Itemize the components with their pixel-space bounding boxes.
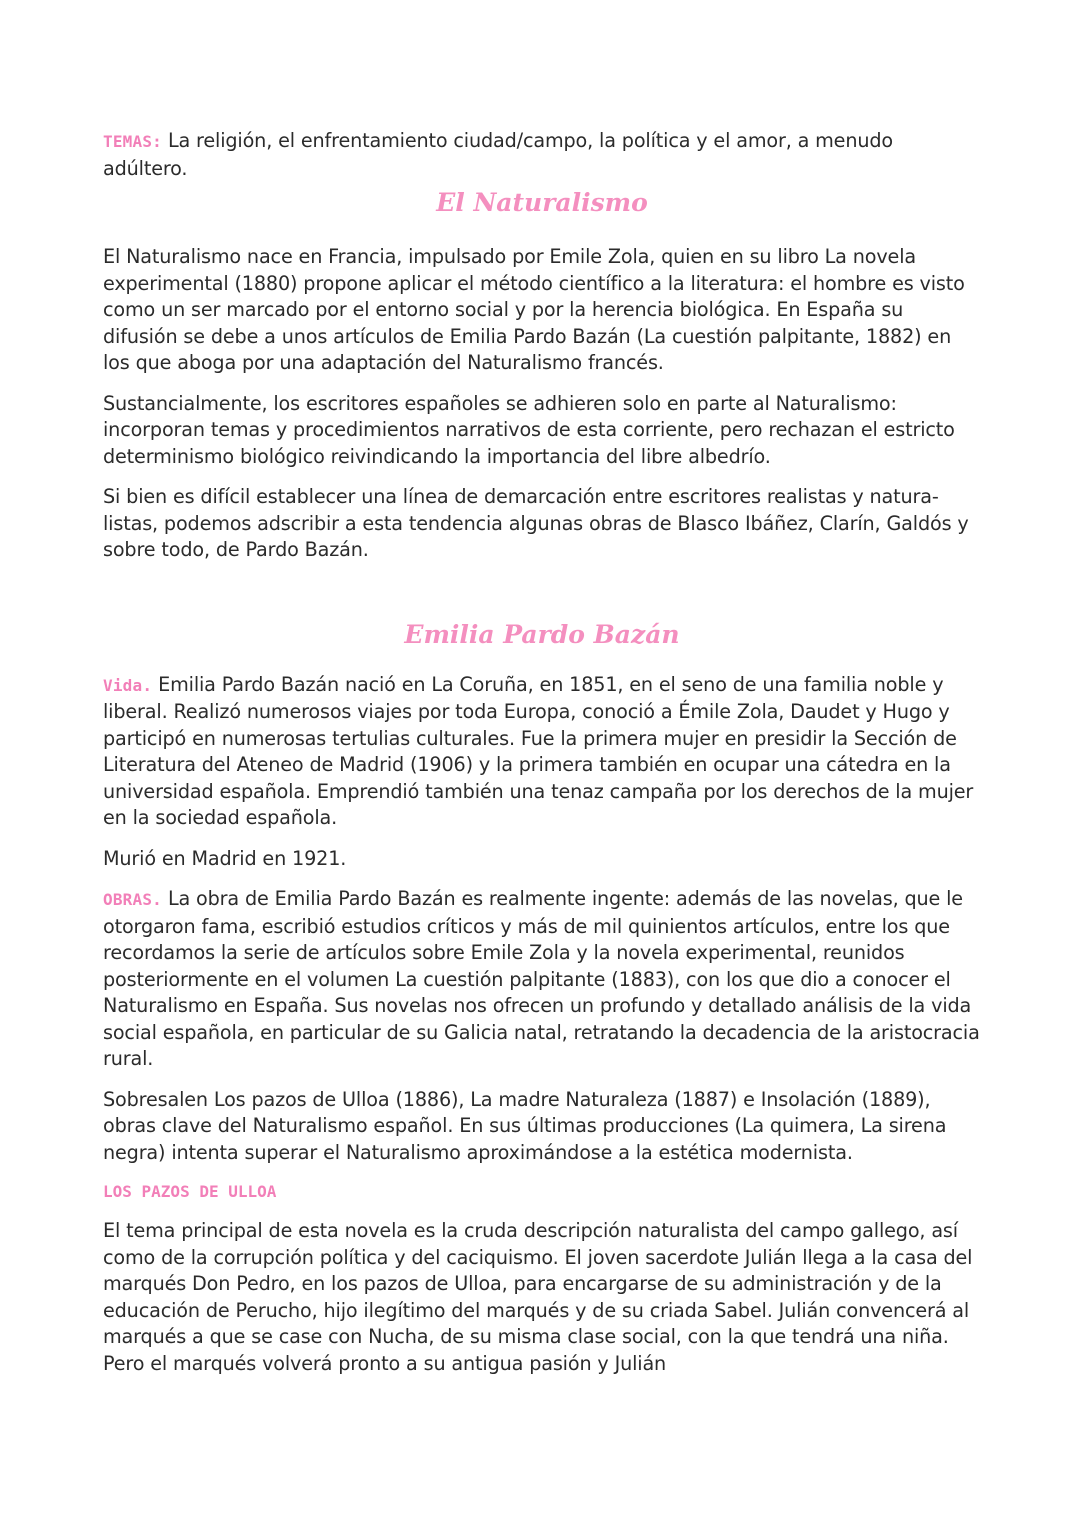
vida-label: Vida. — [103, 675, 153, 695]
sobresalen-paragraph: Sobresalen Los pazos de Ulloa (1886), La madre Naturaleza (1887) e Insolación (1889), obras clave del Naturalismo español. En sus últimas producciones (La quimera, La sirena negra) intenta superar el Naturalismo aproximándose a la estética modernista. — [103, 1087, 947, 1164]
naturalismo-paragraph-2: Sustancialmente, los escritores españoles se adhieren solo en parte al Naturalismo: incorporan temas y procedimientos narrativos de esta corriente, pero rechazan el estricto determinismo biológico reivindicando la importancia del libre albedrío. — [103, 391, 955, 468]
temas-text: La religión, el enfrentamiento ciudad/campo, la política y el amor, a menudo adúltero. — [103, 129, 893, 180]
naturalismo-paragraph-3: Si bien es difícil establecer una línea de demarcación entre escritores realistas y natura-listas, podemos adscribir a esta tendencia algunas obras de Blasco Ibáñez, Clarín, Galdós y sobre todo, de Pardo Bazán. — [103, 485, 969, 561]
emilia-title: Emilia Pardo Bazán — [404, 619, 680, 649]
vida-paragraph — [103, 672, 981, 832]
vida-text: Emilia Pardo Bazán nació en La Coruña, en 1851, en el seno de una familia noble y liberal. Realizó numerosos viajes por toda Europa, conoció a Émile Zola, Daudet y Hugo y participó en numerosas tertulias culturales. Fue la primera mujer en presidir la Sección de Literatura del Ateneo de Madrid (1906) y la primera también en ocupar una cátedra en la universidad española. Emprendió también una tenaz campaña por los derechos de la mujer en la sociedad española. — [103, 672, 974, 829]
obras-paragraph — [103, 886, 981, 1073]
naturalismo-title: El Naturalismo — [436, 188, 648, 217]
obras-label: OBRAS. — [103, 890, 162, 909]
pazos-subheading: LOS PAZOS DE ULLOA — [103, 1182, 277, 1201]
temas-label: TEMAS: — [103, 132, 162, 151]
naturalismo-paragraph-1: El Naturalismo nace en Francia, impulsado por Emile Zola, quien en su libro La novela experimental (1880) propone aplicar el método científico a la literatura: el hombre es visto como un ser marcado por el entorno social y por la herencia biológica. En España su difusión se debe a unos artículos de Emilia Pardo Bazán (La cuestión palpitante, 1882) en los que aboga por una adaptación del Naturalismo francés. — [103, 245, 965, 374]
document-page — [103, 128, 981, 1377]
pazos-paragraph: El tema principal de esta novela es la cruda descripción naturalista del campo gallego, así como de la corrupción política y del caciquismo. El joven sacerdote Julián llega a la casa del marqués Don Pedro, en los pazos de Ulloa, para encargarse de su administración y de la educación de Perucho, hijo ilegítimo del marqués y de su criada Sabel. Julián convencerá al marqués a que se case con Nucha, de su misma clase social, con la que tendrá una niña. Pero el marqués volverá pronto a su antigua pasión y Julián — [103, 1219, 973, 1375]
murio-paragraph: Murió en Madrid en 1921. — [103, 846, 347, 870]
temas-paragraph — [103, 128, 981, 182]
obras-text: La obra de Emilia Pardo Bazán es realmente ingente: además de las novelas, que le otorgaron fama, escribió estudios críticos y más de mil quinientos artículos, entre los que recordamos la serie de artículos sobre Emile Zola y la novela experimental, reunidos posteriormente en el volumen La cuestión palpitante (1883), con los que dio a conocer el Naturalismo en España. Sus novelas nos ofrecen un profundo y detallado análisis de la vida social española, en particular de su Galicia natal, retratando la decadencia de la aristocracia rural. — [103, 887, 980, 1070]
